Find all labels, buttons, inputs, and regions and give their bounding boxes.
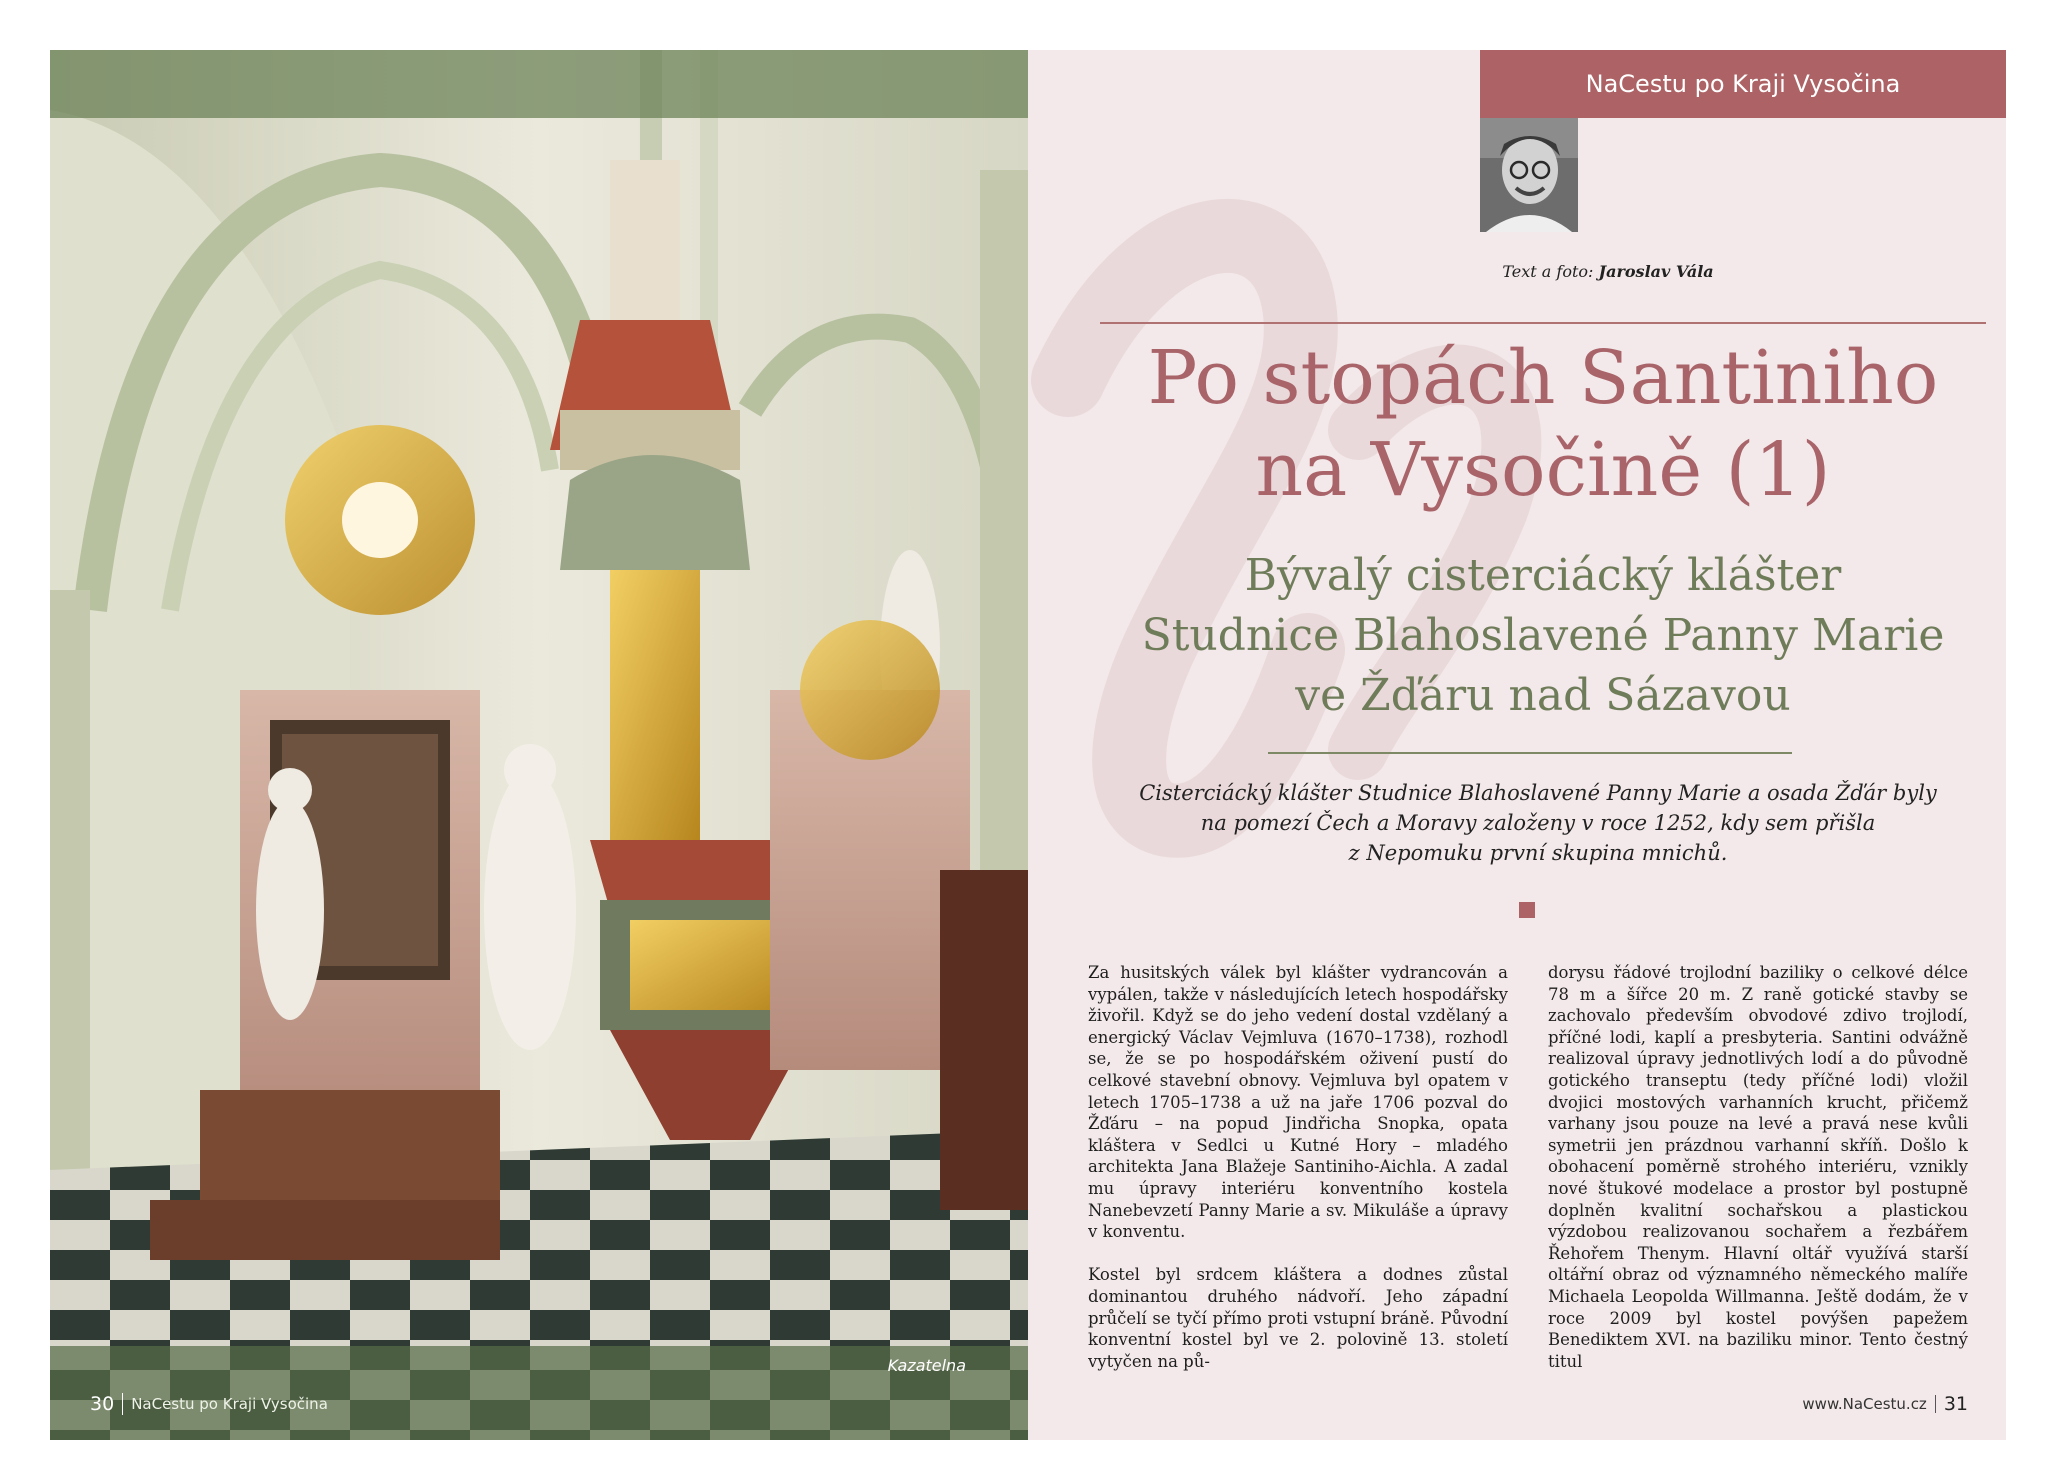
lead-line-2: na pomezí Čech a Moravy založeny v roce 1252, kdy sem přišla [1200, 811, 1876, 835]
church-interior-illustration [50, 50, 1028, 1440]
body-paragraph: dorysu řádové trojlodní baziliky o celkové délce 78 m a šířce 20 m. Z raně gotické stavby se zachovalo především obvodové zdivo trojlodí, příčné lodi, kaplí a presbyteria. Santini odvážně realizoval úpravy jednotlivých lodí a do původně gotického transeptu (tedy příčné lodi) vložil dvojici mostových varhanních krucht, přičemž varhany jsou pouze na levé a pravá nese kvůli symetrii jen prázdnou varhanní skříň. Došlo k obohacení poměrně strohého interiéru, vznikly nové štukové modelace a prostor byl postupně doplněn kvalitní sochařskou a plastickou výzdobou realizovanou sochařem a řezbářem Řehořem Thenym. Hlavní oltář využívá starší oltářní obraz od významného německého malíře Michaela Leopolda Willmanna. Ještě dodám, že v roce 2009 byl kostel povýšen papežem Benediktem XVI. na baziliku minor. Tento čestný titul [1548, 963, 1968, 1371]
title-rule [1100, 322, 1986, 324]
subtitle-rule [1268, 752, 1792, 754]
lead-line-1: Cisterciácký klášter Studnice Blahoslavené Panny Marie a osada Žďár byly [1139, 781, 1937, 805]
body-paragraph: Za husitských válek byl klášter vydrancován a vypálen, takže v následujících letech hospodářsky živořil. Když se do jeho vedení dostal vzdělaný a energický Václav Vejmluva (1670–1738), rozhodl se, že se po hospodářském oživení pustí do celkové stavební obnovy. Vejmluva byl opatem v letech 1705–1738 a už na jaře 1706 pozval do Žďáru – na popud Jindřicha Snopka, opata kláštera v Sedlci u Kutné Hory – mladého architekta Jana Blažeje Santiniho-Aichla. A zadal mu úpravy interiéru konventního kostela Nanebevzetí Panny Marie a sv. Mikuláše a úpravy v konventu. [1088, 963, 1508, 1242]
left-page-number: 30 [90, 1393, 123, 1415]
byline-author: Jaroslav Vála [1598, 262, 1714, 281]
byline [1428, 262, 1788, 281]
author-portrait [1480, 118, 1578, 232]
body-column-2 [1548, 962, 1968, 1382]
body-paragraph: Kostel byl srdcem kláštera a dodnes zůstal dominantou druhého nádvoří. Jeho západní průčelí se tyčí přímo proti vstupní bráně. Původní konventní kostel byl ve 2. polovině 13. století vytyčen na pů- [1088, 1265, 1508, 1371]
right-page-number: 31 [1943, 1393, 1968, 1415]
website-link[interactable]: www.NaCestu.cz [1802, 1395, 1935, 1413]
photo-caption: Kazatelna [887, 1356, 966, 1375]
subtitle-line-1: Bývalý cisterciácký klášter [1244, 550, 1842, 601]
subtitle-line-3: ve Žďáru nad Sázavou [1295, 670, 1791, 721]
author-portrait-illustration [1480, 118, 1578, 232]
lead-paragraph [1108, 778, 1968, 868]
subtitle-line-2: Studnice Blahoslavené Panny Marie [1141, 610, 1945, 661]
title-line-1: Po stopách Santiniho [1147, 335, 1939, 421]
title-line-2: na Vysočině (1) [1255, 427, 1831, 513]
pulpit-photo [50, 50, 1028, 1440]
lead-line-3: z Nepomuku první skupina mnichů. [1348, 841, 1728, 865]
article-page [1028, 50, 2006, 1440]
left-magazine-name: NaCestu po Kraji Vysočina [131, 1395, 328, 1413]
right-page-folio [1802, 1393, 1968, 1415]
byline-prefix: Text a foto: [1502, 262, 1594, 281]
left-page-folio [90, 1393, 328, 1415]
section-tag: NaCestu po Kraji Vysočina [1480, 50, 2006, 118]
photo-top-band [50, 50, 1028, 118]
section-bullet [1519, 902, 1535, 918]
article-subtitle [1068, 546, 2006, 726]
body-column-1 [1088, 962, 1508, 1382]
article-title [1068, 332, 2006, 516]
